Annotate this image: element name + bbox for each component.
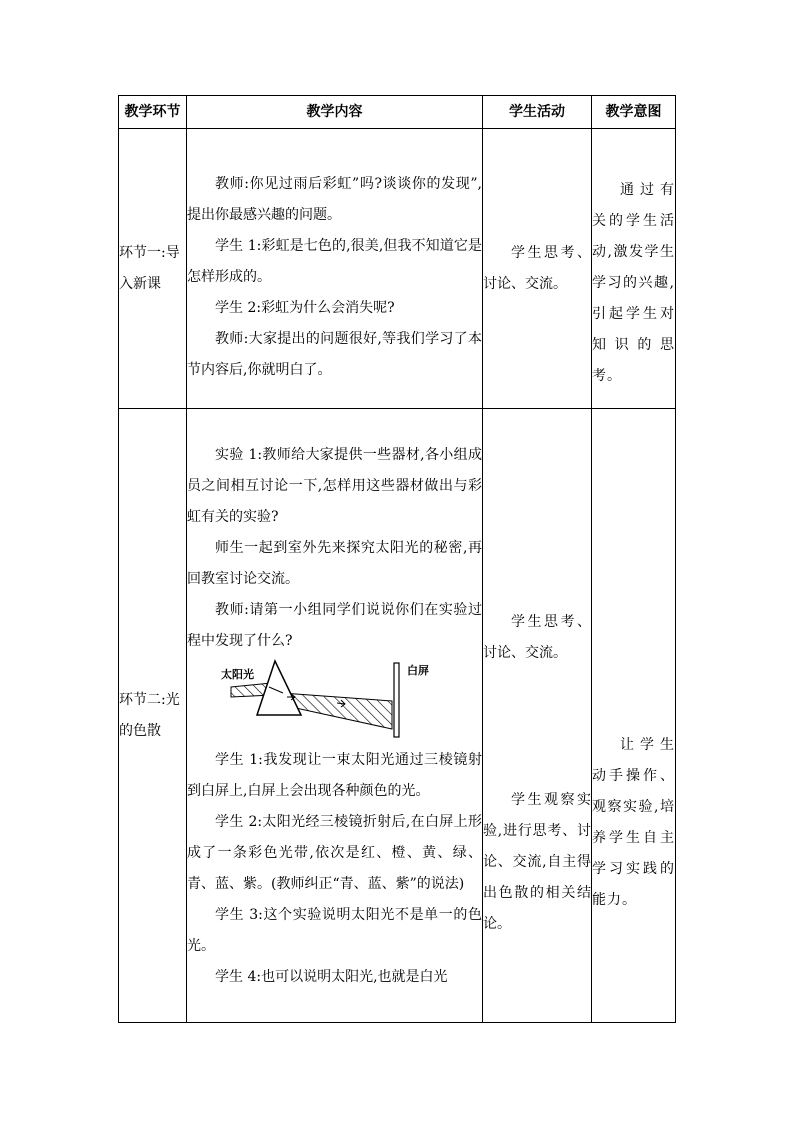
- activity-cell: [483, 409, 592, 1023]
- header-content: 教学内容: [187, 96, 483, 129]
- content-paragraph: 教师:大家提出的问题很好,等我们学习了本节内容后,你就明白了。: [187, 331, 482, 378]
- activity-text: 学生观察实验,进行思考、讨论、交流,自主得出色散的相关结论。: [483, 792, 591, 932]
- table-row: [119, 129, 676, 409]
- activity-text: 学生思考、讨论、交流。: [483, 614, 591, 661]
- content-paragraph: 师生一起到室外先来探究太阳光的秘密,再回教室讨论交流。: [187, 540, 482, 587]
- intent-cell: [592, 409, 676, 1023]
- phase-cell: 环节一:导入新课: [119, 129, 187, 409]
- content-paragraph: 学生 2:彩虹为什么会消失呢?: [215, 300, 395, 316]
- sunlight-label: 太阳光: [221, 668, 254, 681]
- content-paragraph: 学生 1:彩虹是七色的,很美,但我不知道它是怎样形成的。: [187, 238, 482, 285]
- intent-cell: [592, 129, 676, 409]
- content-paragraph: 教师:请第一小组同学们说说你们在实验过程中发现了什么?: [187, 602, 482, 649]
- content-cell: [187, 129, 483, 409]
- content-paragraph: 学生 3:这个实验说明太阳光不是单一的色光。: [187, 907, 482, 954]
- table-row: [119, 409, 676, 1023]
- prism-dispersion-diagram: [187, 659, 482, 741]
- intent-text: 通过有关的学生活动,激发学生学习的兴趣,引起学生对知识的思考。: [592, 182, 675, 384]
- table-header-row: [119, 96, 676, 129]
- content-paragraph: 实验 1:教师给大家提供一些器材,各小组成员之间相互讨论一下,怎样用这些器材做出与彩虹有关的实验?: [187, 447, 482, 525]
- intent-text: 让学生动手操作、观察实验,培养学生自主学习实践的能力。: [592, 736, 675, 908]
- activity-text: 学生思考、讨论、交流。: [483, 244, 591, 292]
- screen-label: 白屏: [407, 664, 429, 677]
- phase-cell: 环节二:光的色散: [119, 409, 187, 1023]
- content-paragraph: 学生 2:太阳光经三棱镜折射后,在白屏上形成了一条彩色光带,依次是红、橙、黄、绿、青、蓝、紫。(教师纠正“青、蓝、紫”的说法): [187, 814, 482, 892]
- lesson-plan-table: [118, 95, 676, 1023]
- header-intent: 教学意图: [592, 96, 676, 129]
- content-cell: [187, 409, 483, 1023]
- header-activity: 学生活动: [483, 96, 592, 129]
- header-phase: 教学环节: [119, 96, 187, 129]
- prism-svg: [187, 659, 457, 741]
- activity-cell: [483, 129, 592, 409]
- white-screen: [394, 663, 399, 737]
- content-paragraph: 学生 1:我发现让一束太阳光通过三棱镜射到白屏上,白屏上会出现各种颜色的光。: [187, 752, 482, 799]
- content-paragraph: 教师:你见过雨后彩虹”吗?谈谈你的发现”,提出你最感兴趣的问题。: [187, 176, 482, 223]
- content-paragraph: 学生 4:也可以说明太阳光,也就是白光: [215, 969, 448, 985]
